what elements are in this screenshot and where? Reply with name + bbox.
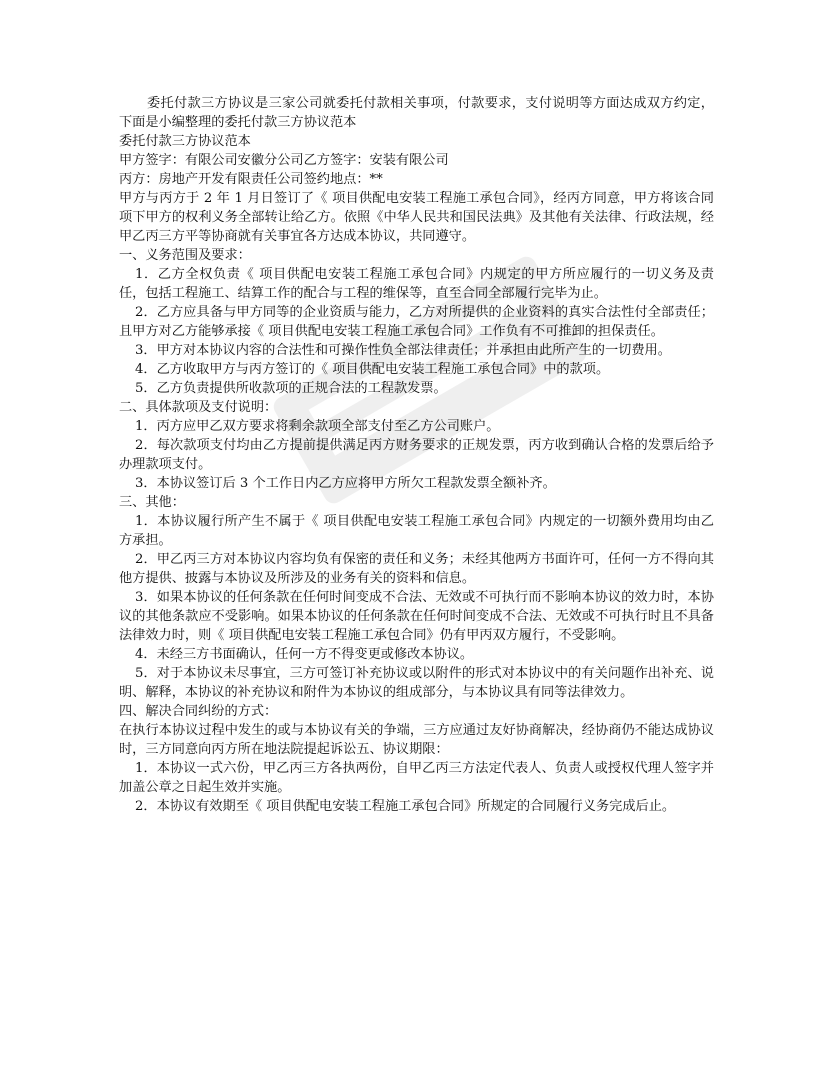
list-item: 2．每次款项支付均由乙方提前提供满足丙方财务要求的正规发票，丙方收到确认合格的发票后给予办理款项支付。 (119, 438, 714, 472)
list-item: 2．甲乙丙三方对本协议内容均负有保密的责任和义务；未经其他两方书面许可，任何一方不得向其他方提供、披露与本协议及所涉及的业务有关的资料和信息。 (119, 552, 714, 586)
list-item: 1．本协议履行所产生不属于《 项目供配电安装工程施工承包合同》内规定的一切额外费用均由乙方承担。 (119, 514, 714, 548)
section-heading: 四、解决合同纠纷的方式： (119, 704, 278, 719)
list-item: 5．对于本协议未尽事宜，三方可签订补充协议或以附件的形式对本协议中的有关问题作出补充、说明、解释，本协议的补充协议和附件为本协议的组成部分，与本协议具有同等法律效力。 (119, 666, 714, 700)
party-c-line: 丙方：房地产开发有限责任公司签约地点：** (119, 172, 383, 187)
list-item: 1．本协议一式六份，甲乙丙三方各执两份，自甲乙丙三方法定代表人、负责人或授权代理人签字并加盖公章之日起生效并实施。 (119, 761, 714, 795)
intro-paragraph: 委托付款三方协议是三家公司就委托付款相关事项，付款要求，支付说明等方面达成双方约定，下面是小编整理的委托付款三方协议范本 (119, 96, 714, 130)
list-item: 3．本协议签订后 3 个工作日内乙方应将甲方所欠工程款发票全额补齐。 (135, 476, 556, 491)
list-item: 1．丙方应甲乙双方要求将剩余款项全部支付至乙方公司账户。 (135, 419, 500, 434)
list-item: 4．乙方收取甲方与丙方签订的《 项目供配电安装工程施工承包合同》中的款项。 (135, 362, 610, 377)
list-item: 2．乙方应具备与甲方同等的企业资质与能力，乙方对所提供的企业资料的真实合法性付全部责任；且甲方对乙方能够承接《 项目供配电安装工程施工承包合同》工作负有不可推卸的担保责任。 (119, 305, 714, 339)
list-item: 2．本协议有效期至《 项目供配电安装工程施工承包合同》所规定的合同履行义务完成后止。 (135, 799, 676, 814)
dispute-paragraph: 在执行本协议过程中发生的或与本协议有关的争端，三方应通过友好协商解决，经协商仍不能达成协议时，三方同意向丙方所在地法院提起诉讼五、协议期限： (119, 723, 714, 757)
list-item: 5．乙方负责提供所收款项的正规合法的工程款发票。 (135, 381, 447, 396)
list-item: 3．甲方对本协议内容的合法性和可操作性负全部法律责任；并承担由此所产生的一切费用。 (135, 343, 671, 358)
section-heading: 二、具体款项及支付说明： (119, 400, 278, 415)
list-item: 3．如果本协议的任何条款在任何时间变成不合法、无效或不可执行而不影响本协议的效力时，本协议的其他条款应不受影响。如果本协议的任何条款在任何时间变成不合法、无效或不可执行时且不具备法律效力时，则《 项目供配电安装工程施工承包合同》仍有甲丙双方履行，不受影响。 (119, 590, 714, 643)
section-heading: 一、义务范围及要求： (119, 248, 251, 263)
section-heading: 三、其他： (119, 495, 185, 510)
document-title: 委托付款三方协议范本 (119, 134, 251, 149)
document-body (119, 94, 714, 816)
list-item: 1．乙方全权负责《 项目供配电安装工程施工承包合同》内规定的甲方所应履行的一切义务及责任，包括工程施工、结算工作的配合与工程的维保等，直至合同全部履行完毕为止。 (119, 267, 714, 301)
list-item: 4．未经三方书面确认，任何一方不得变更或修改本协议。 (135, 647, 474, 662)
preamble-paragraph: 甲方与丙方于 2 年 1 月日签订了《 项目供配电安装工程施工承包合同》，经丙方同意，甲方将该合同项下甲方的权利义务全部转让给乙方。依照《中华人民共和国民法典》及其他有关法律、行政法规，经甲乙丙三方平等协商就有关事宜各方达成本协议，共同遵守。 (119, 191, 714, 244)
party-ab-line: 甲方签字：有限公司安徽分公司乙方签字：安装有限公司 (119, 153, 449, 168)
